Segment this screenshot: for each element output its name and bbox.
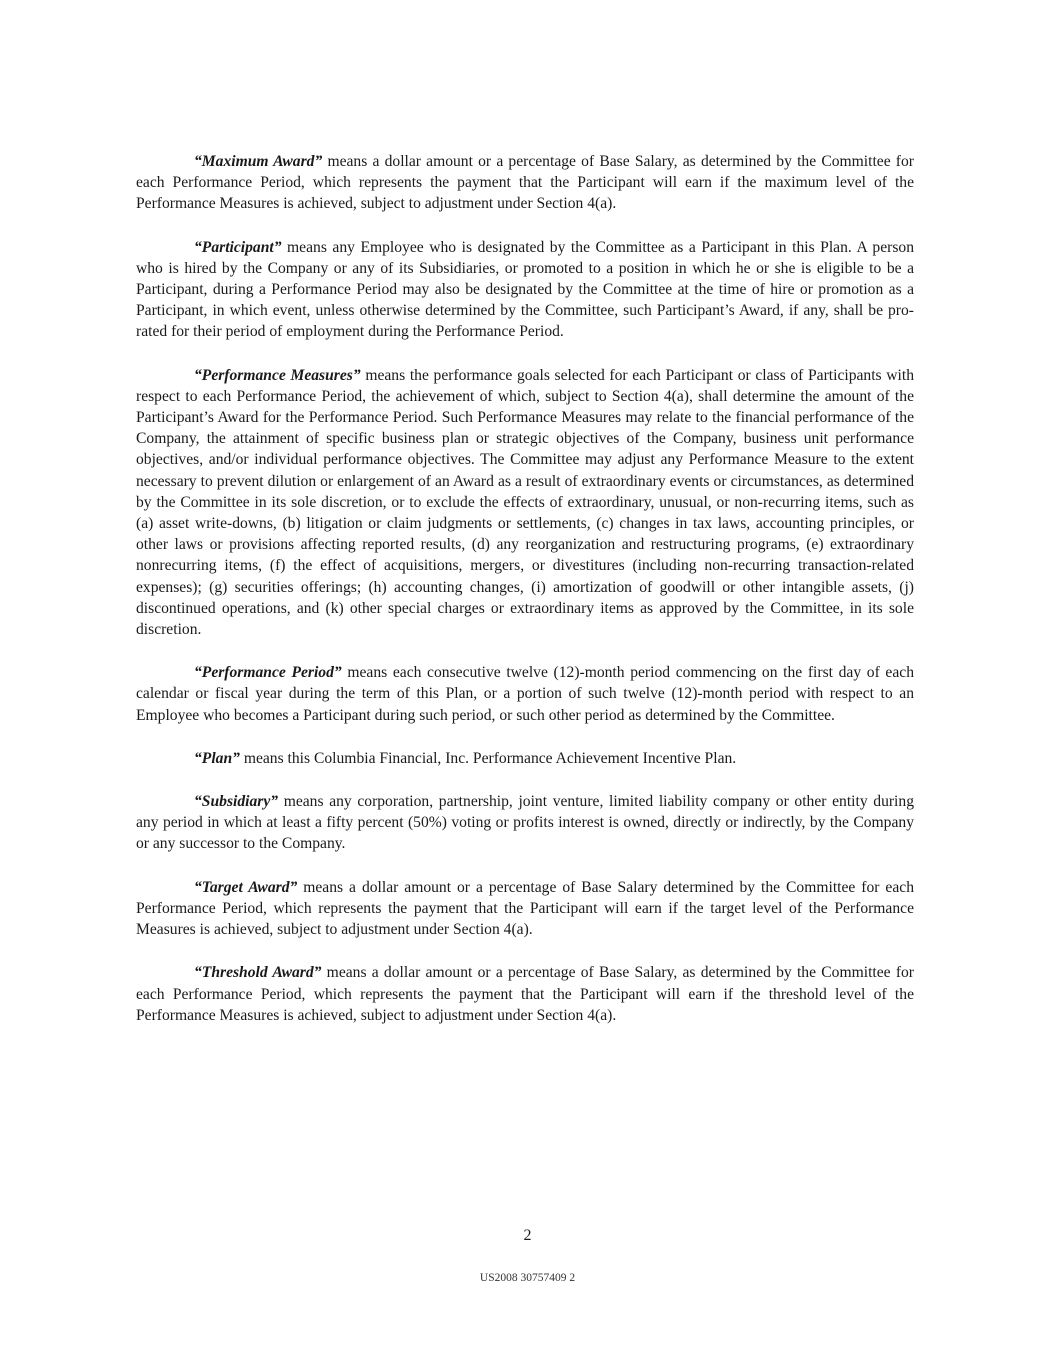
definition-subsidiary xyxy=(136,791,914,855)
definition-performance-measures xyxy=(136,365,914,641)
definition-text: means the performance goals selected for each Participant or class of Participants with respect to each Performance Period, the achievement of which, subject to Section 4(a), shall determine the amount of the Participant’s Award for the Performance Period. Such Performance Measures may relate to the financial performance of the Company, the attainment of specific business plan or strategic objectives of the Company, business unit performance objectives, and/or individual performance objectives. The Committee may adjust any Performance Measure to the extent necessary to prevent dilution or enlargement of an Award as a result of extraordinary events or circumstances, as determined by the Committee in its sole discretion, or to exclude the effects of extraordinary, unusual, or non-recurring items, such as (a) asset write-downs, (b) litigation or claim judgments or settlements, (c) changes in tax laws, accounting principles, or other laws or provisions affecting reported results, (d) any reorganization and restructuring programs, (e) extraordinary nonrecurring items, (f) the effect of acquisitions, mergers, or divestitures (including non-recurring transaction-related expenses); (g) securities offerings; (h) accounting changes, (i) amortization of goodwill or other intangible assets, (j) discontinued operations, and (k) other special charges or extraordinary items as approved by the Committee, in its sole discretion. xyxy=(136,366,914,639)
definition-target-award xyxy=(136,877,914,941)
definitions-list xyxy=(136,151,914,1048)
definition-maximum-award xyxy=(136,151,914,215)
definition-text: means any Employee who is designated by the Committee as a Participant in this Plan. A person who is hired by the Company or any of its Subsidiaries, or promoted to a position in which he or she is eligible to be a Participant, during a Performance Period may also be designated by the Committee at the time of hire or promotion as a Participant, in which event, unless otherwise determined by the Committee, such Participant’s Award, if any, shall be pro-rated for their period of employment during the Performance Period. xyxy=(136,238,914,341)
defined-term: “Target Award” xyxy=(194,878,298,896)
defined-term: “Participant” xyxy=(194,238,282,256)
definition-text: means any corporation, partnership, joint venture, limited liability company or other entity during any period in which at least a fifty percent (50%) voting or profits interest is owned, directly or indirectly, by the Company or any successor to the Company. xyxy=(136,793,914,853)
definition-threshold-award xyxy=(136,962,914,1026)
defined-term: “Subsidiary” xyxy=(194,793,279,811)
definition-text: means a dollar amount or a percentage of Base Salary, as determined by the Committee for each Performance Period, which represents the payment that the Participant will earn if the maximum level of the Performance Measures is achieved, subject to adjustment under Section 4(a). xyxy=(136,153,914,213)
page-number: 2 xyxy=(523,1227,532,1244)
defined-term: “Performance Period” xyxy=(194,664,342,682)
definition-text: means this Columbia Financial, Inc. Performance Achievement Incentive Plan. xyxy=(239,749,737,767)
definition-text: means each consecutive twelve (12)-month period commencing on the first day of each calendar or fiscal year during the term of this Plan, or a portion of such twelve (12)-month period with respect to an Employee who becomes a Participant during such period, or such other period as determined by the Committee. xyxy=(136,664,914,724)
defined-term: “Threshold Award” xyxy=(194,964,322,982)
definition-text: means a dollar amount or a percentage of Base Salary determined by the Committee for each Performance Period, which represents the payment that the Participant will earn if the target level of the Performance Measures is achieved, subject to adjustment under Section 4(a). xyxy=(136,878,914,939)
definition-plan xyxy=(136,748,914,769)
definition-participant xyxy=(136,237,914,343)
definition-text: means a dollar amount or a percentage of Base Salary, as determined by the Committee for each Performance Period, which represents the payment that the Participant will earn if the threshold level of the Performance Measures is achieved, subject to adjustment under Section 4(a). xyxy=(136,964,915,1024)
defined-term: “Plan” xyxy=(194,749,240,767)
document-id: US2008 30757409 2 xyxy=(479,1272,576,1284)
defined-term: “Maximum Award” xyxy=(194,153,323,170)
defined-term: “Performance Measures” xyxy=(194,366,361,384)
definition-performance-period xyxy=(136,662,914,726)
